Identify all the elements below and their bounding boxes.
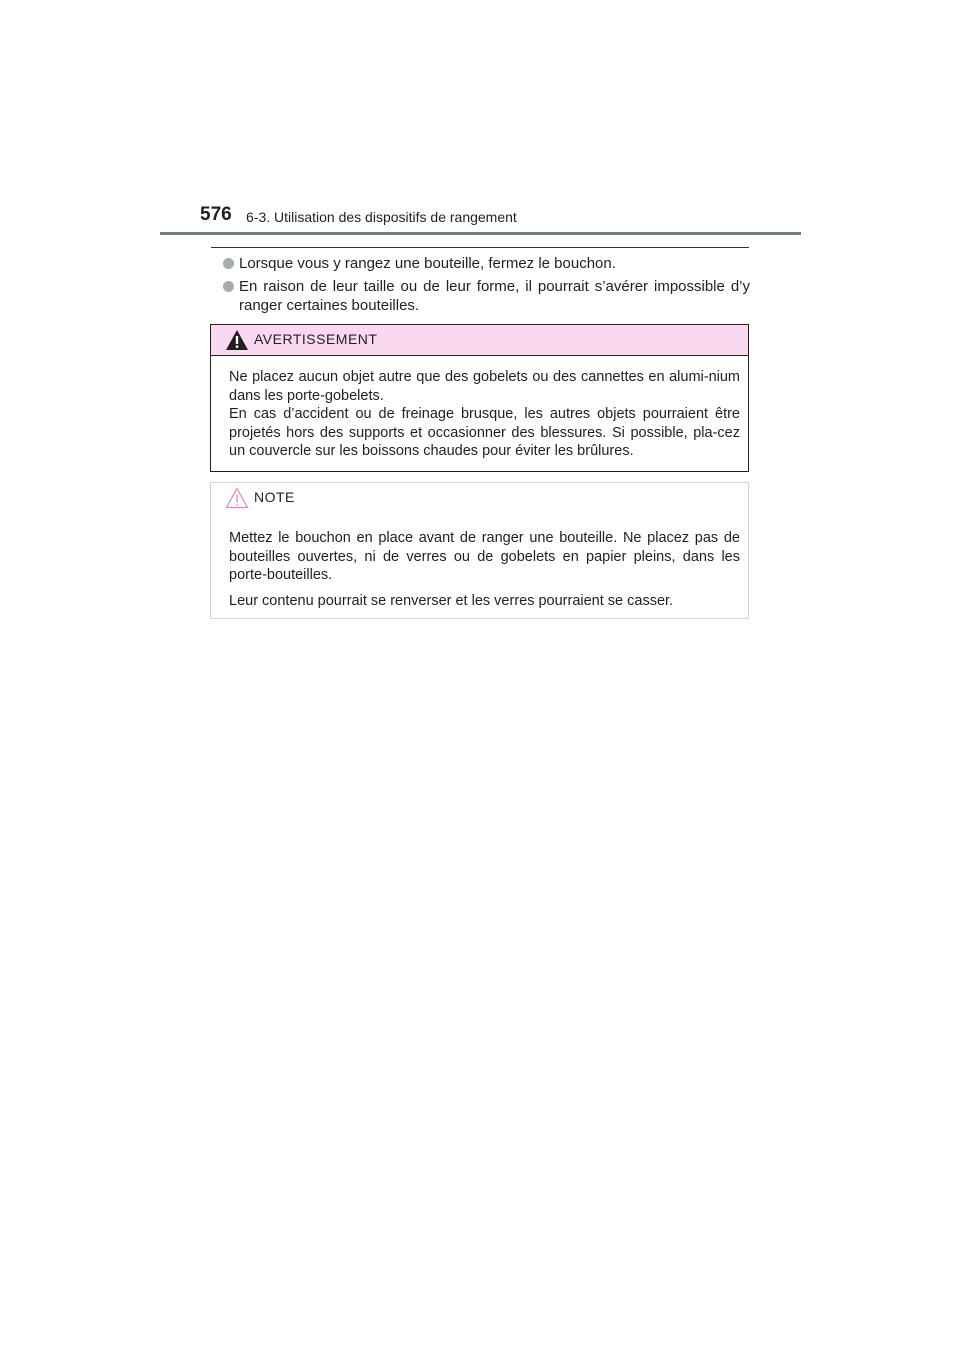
warning-title: AVERTISSEMENT [254,331,378,347]
warning-box [210,324,749,472]
note-paragraph: Mettez le bouchon en place avant de ranger une bouteille. Ne placez pas de bouteilles ouvertes, ni de verres ou de gobelets en papier pleins, dans les porte-bouteilles. [229,530,740,583]
caution-icon [225,487,249,509]
warning-icon [225,329,249,351]
warning-body [211,356,748,461]
bullet-text: Lorsque vous y rangez une bouteille, fermez le bouchon. [239,255,616,272]
note-header [211,483,748,513]
note-body [211,513,748,610]
page-number: 576 [200,204,232,225]
bullet-list [222,254,750,319]
warning-paragraph: En cas d’accident ou de freinage brusque, les autres objets pourraient être projetés hors des supports et occasionner des blessures. Si possible, pla-cez un couvercle sur les boissons chaudes pour éviter les brûlures. [229,406,740,459]
header-rule [160,232,801,235]
bullet-text: En raison de leur taille ou de leur forme, il pourrait s’avérer impossible d’y ranger certaines bouteilles. [239,278,750,314]
note-title: NOTE [254,489,295,505]
list-item [222,254,750,273]
note-paragraph: Leur contenu pourrait se renverser et les verres pourraient se casser. [229,592,674,609]
list-item [222,277,750,315]
warning-paragraph: Ne placez aucun objet autre que des gobelets ou des cannettes en alumi-nium dans les porte-gobelets. [229,369,740,404]
warning-header [211,325,748,356]
bullet-icon [223,258,234,269]
content-top-rule [211,247,749,248]
page-header [0,0,960,240]
note-box [210,482,749,619]
bullet-icon [223,281,234,292]
section-title: 6-3. Utilisation des dispositifs de rangement [246,209,517,225]
